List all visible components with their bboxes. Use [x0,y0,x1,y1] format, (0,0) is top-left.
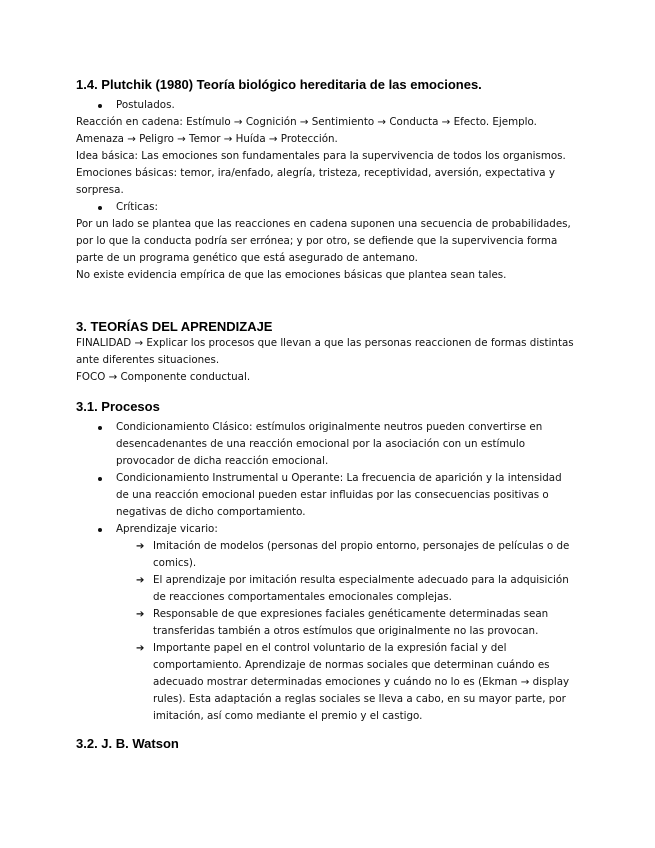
emociones-basicas-paragraph: Emociones básicas: temor, ira/enfado, alegría, tristeza, receptividad, aversión, expectativa y sorpresa. [76,167,555,196]
bullet-dot [98,426,102,430]
arrow-bullet-icon: ➔ [136,541,145,552]
section-3-2-heading: 3.2. J. B. Watson [76,736,179,751]
document-body [76,76,576,752]
list-item: Condicionamiento Clásico: estímulos originalmente neutros pueden convertirse en desencadenantes de una reacción emocional por la asociación con un estímulo provocador de dicha reacción emocional. [76,419,576,470]
sub-list-item: ➔ Responsable de que expresiones faciales genéticamente determinadas sean transferidas también a otros estímulos que originalmente no las provocan. [136,608,549,637]
arrow-bullet-icon: ➔ [136,643,145,654]
sub-list-item: ➔ Importante papel en el control voluntario de la expresión facial y del comportamiento. Aprendizaje de normas sociales que determinan cuándo es adecuado mostrar determinadas emociones y cuándo no lo es (Ekman → display rules). Esta adaptación a reglas sociales se lleva a cabo, en su mayor parte, por imitación, así como mediante el premio y el castigo. [136,642,570,722]
section-3-heading: 3. TEORÍAS DEL APRENDIZAJE [76,319,273,334]
arrow-bullet-icon: ➔ [136,575,145,586]
sub-list-item: ➔ Imitación de modelos (personas del propio entorno, personajes de películas o de comics). [136,540,570,569]
section-3-1-heading: 3.1. Procesos [76,399,160,414]
bullet-dot [98,206,102,210]
sub-list-item: ➔ El aprendizaje por imitación resulta especialmente adecuado para la adquisición de reacciones comportamentales emocionales complejas. [136,574,569,603]
bullet-dot [98,477,102,481]
section-1-4-heading: 1.4. Plutchik (1980) Teoría biológico hereditaria de las emociones. [76,77,482,92]
arrow-bullet-icon: ➔ [136,609,145,620]
foco-paragraph: FOCO → Componente conductual. [76,371,251,383]
list-item: Condicionamiento Instrumental u Operante: La frecuencia de aparición y la intensidad de una reacción emocional pueden estar influidas por las consecuencias positivas o negativas de dicho comportamiento. [76,470,576,521]
critica-paragraph-1: Por un lado se plantea que las reacciones en cadena suponen una secuencia de probabilidades, por lo que la conducta podría ser errónea; y por otro, se defiende que la supervivencia forma parte de un programa genético que está asegurado de antemano. [76,218,571,264]
bullet-dot [98,104,102,108]
critica-paragraph-2: No existe evidencia empírica de que las emociones básicas que plantea sean tales. [76,269,507,281]
finalidad-paragraph: FINALIDAD → Explicar los procesos que llevan a que las personas reaccionen de formas distintas ante diferentes situaciones. [76,337,574,366]
list-item: Aprendizaje vicario: [76,521,576,538]
bullet-dot [98,528,102,532]
idea-basica-paragraph: Idea básica: Las emociones son fundamentales para la supervivencia de todos los organismos. [76,150,566,162]
reaccion-cadena-paragraph: Reacción en cadena: Estímulo → Cognición → Sentimiento → Conducta → Efecto. Ejemplo. Amenaza → Peligro → Temor → Huída → Protección. [76,116,537,145]
postulados-bullet: Postulados. [76,97,576,114]
criticas-bullet: Críticas: [76,199,576,216]
